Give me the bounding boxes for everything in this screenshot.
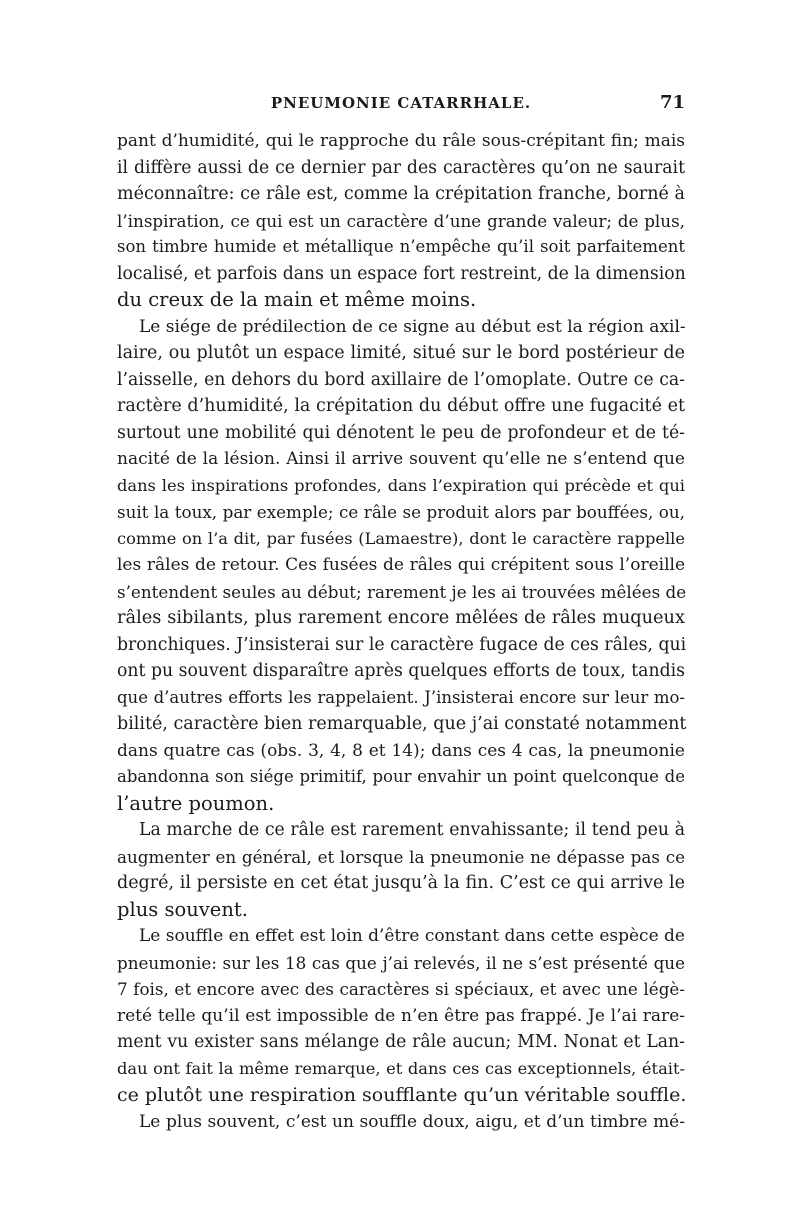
text-line: s’entendent seules au début; rarement je les ai trouvées mêlées de xyxy=(117,581,687,602)
text-line: du creux de la main et même moins. xyxy=(117,288,477,311)
text-line: bilité, caractère bien remarquable, que j’ai constaté notamment xyxy=(117,714,687,734)
text-line: Le souffle en effet est loin d’être constant dans cette espèce de xyxy=(139,926,685,946)
page-number: 71 xyxy=(659,92,685,113)
body-text xyxy=(117,128,685,1135)
text-line: surtout une mobilité qui dénotent le peu de profondeur et de té- xyxy=(117,422,685,443)
text-line: dans quatre cas (obs. 3, 4, 8 et 14); dans ces 4 cas, la pneumonie xyxy=(117,740,685,761)
text-line: 7 fois, et encore avec des caractères si spéciaux, et avec une légè- xyxy=(117,979,685,999)
text-line: l’autre poumon. xyxy=(117,791,275,815)
text-line: abandonna son siége primitif, pour envahir un point quelconque de xyxy=(117,767,685,786)
text-line: augmenter en général, et lorsque la pneumonie ne dépasse pas ce xyxy=(117,846,685,867)
text-line: que d’autres efforts les rappelaient. J’insisterai encore sur leur mo- xyxy=(117,687,685,707)
text-line: son timbre humide et métallique n’empêche qu’il soit parfaitement xyxy=(117,237,685,256)
text-line: ment vu exister sans mélange de râle aucun; MM. Nonat et Lan- xyxy=(117,1032,685,1052)
text-line: bronchiques. J’insisterai sur le caractère fugace de ces râles, qui xyxy=(117,634,687,655)
text-line: degré, il persiste en cet état jusqu’à la fin. C’est ce qui arrive le xyxy=(117,873,685,893)
text-line: les râles de retour. Ces fusées de râles qui crépitent sous l’oreille xyxy=(117,555,685,575)
text-line: suit la toux, par exemple; ce râle se produit alors par bouffées, ou, xyxy=(117,502,685,522)
text-line: reté telle qu’il est impossible de n’en être pas frappé. Je l’ai rare- xyxy=(117,1005,685,1026)
text-line: Le siége de prédilection de ce signe au début est la région axil- xyxy=(139,316,686,337)
text-line: l’inspiration, ce qui est un caractère d’une grande valeur; de plus, xyxy=(117,210,685,231)
text-line: ce plutôt une respiration soufflante qu’un véritable souffle. xyxy=(117,1084,687,1106)
text-line: plus souvent. xyxy=(117,897,248,921)
text-line: pant d’humidité, qui le rapproche du râle sous-crépitant fin; mais xyxy=(117,131,685,151)
text-line: il diffère aussi de ce dernier par des caractères qu’on ne saurait xyxy=(117,157,685,178)
text-line: La marche de ce râle est rarement envahissante; il tend peu à xyxy=(139,820,685,840)
text-line: comme on l’a dit, par fusées (Lamaestre), dont le caractère rappelle xyxy=(117,528,685,548)
running-head xyxy=(117,94,685,118)
text-line: ont pu souvent disparaître après quelques efforts de toux, tandis xyxy=(117,661,685,681)
text-line: méconnaître: ce râle est, comme la crépitation franche, borné à xyxy=(117,184,685,204)
text-line: dans les inspirations profondes, dans l’expiration qui précède et qui xyxy=(117,475,685,495)
text-line: pneumonie: sur les 18 cas que j’ai relevés, il ne s’est présenté que xyxy=(117,952,685,973)
text-line: localisé, et parfois dans un espace fort restreint, de la dimension xyxy=(117,263,686,284)
running-title: PNEUMONIE CATARRHALE. xyxy=(270,94,532,112)
text-line: l’aisselle, en dehors du bord axillaire de l’omoplate. Outre ce ca- xyxy=(117,369,685,390)
text-line: Le plus souvent, c’est un souffle doux, aigu, et d’un timbre mé- xyxy=(139,1111,685,1132)
text-line: râles sibilants, plus rarement encore mêlées de râles muqueux xyxy=(117,608,685,628)
text-line: nacité de la lésion. Ainsi il arrive souvent qu’elle ne s’entend que xyxy=(117,449,685,469)
text-line: laire, ou plutôt un espace limité, situé sur le bord postérieur de xyxy=(117,343,685,363)
text-line: dau ont fait la même remarque, et dans ces cas exceptionnels, était- xyxy=(117,1058,685,1078)
text-line: ractère d’humidité, la crépitation du début offre une fugacité et xyxy=(117,396,685,416)
